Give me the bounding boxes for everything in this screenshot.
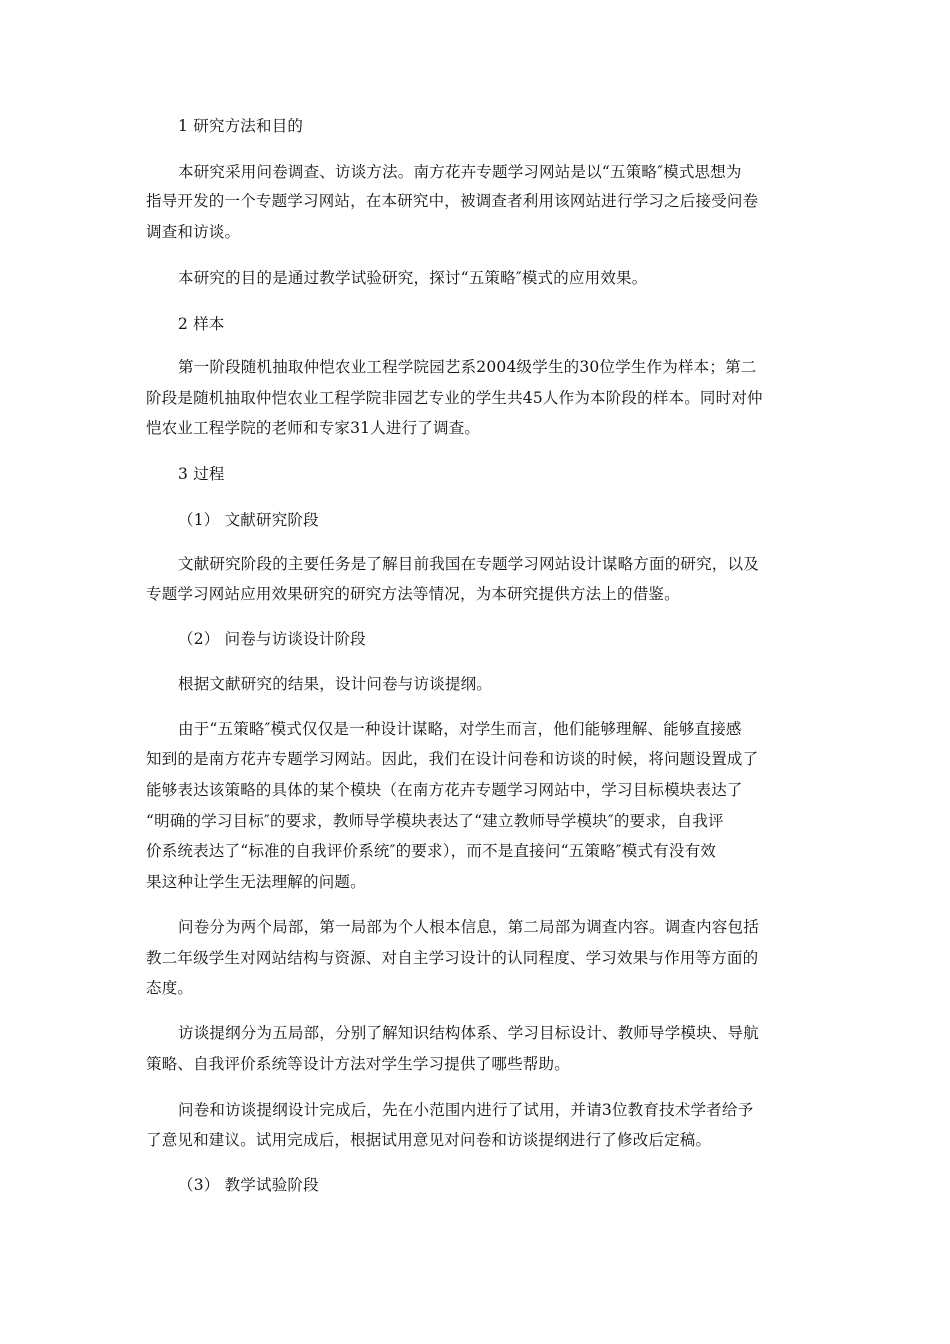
paragraph-line: 调查和访谈。 bbox=[146, 223, 241, 241]
paragraph-line: 由于“五策略″模式仅仅是一种设计谋略，对学生而言，他们能够理解、能够直接感 bbox=[178, 720, 742, 738]
subsection-heading-literature: （1） 文献研究阶段 bbox=[178, 511, 319, 529]
paragraph-line: 策略、自我评价系统等设计方法对学生学习提供了哪些帮助。 bbox=[146, 1055, 570, 1073]
paragraph-line: 阶段是随机抽取仲恺农业工程学院非园艺专业的学生共45人作为本阶段的样本。同时对仲 bbox=[146, 389, 763, 407]
paragraph-line: 专题学习网站应用效果研究的研究方法等情况，为本研究提供方法上的借鉴。 bbox=[146, 585, 680, 603]
paragraph-line: 知到的是南方花卉专题学习网站。因此，我们在设计问卷和访谈的时候，将问题设置成了 bbox=[146, 750, 759, 768]
paragraph-line: 态度。 bbox=[146, 979, 194, 997]
section-heading-process: 3 过程 bbox=[178, 465, 225, 483]
paragraph-line: 本研究的目的是通过教学试验研究，探讨“五策略″模式的应用效果。 bbox=[178, 269, 648, 287]
paragraph-line: 访谈提纲分为五局部，分别了解知识结构体系、学习目标设计、教师导学模块、导航 bbox=[178, 1024, 759, 1042]
section-heading-sample: 2 样本 bbox=[178, 315, 225, 333]
paragraph-line: 能够表达该策略的具体的某个模块（在南方花卉专题学习网站中，学习目标模块表达了 bbox=[146, 781, 743, 799]
paragraph-line: 本研究采用问卷调查、访谈方法。南方花卉专题学习网站是以“五策略″模式思想为 bbox=[178, 163, 742, 181]
paragraph-line: 根据文献研究的结果，设计问卷与访谈提纲。 bbox=[178, 675, 493, 693]
paragraph-line: 果这种让学生无法理解的问题。 bbox=[146, 873, 366, 891]
paragraph-line: 了意见和建议。试用完成后，根据试用意见对问卷和访谈提纲进行了修改后定稿。 bbox=[146, 1131, 712, 1149]
paragraph-line: 问卷和访谈提纲设计完成后，先在小范围内进行了试用，并请3位教育技术学者给予 bbox=[178, 1101, 754, 1119]
paragraph-line: 指导开发的一个专题学习网站，在本研究中，被调查者利用该网站进行学习之后接受问卷 bbox=[146, 192, 759, 210]
paragraph-line: 价系统表达了“标准的自我评价系统″的要求），而不是直接问“五策略″模式有没有效 bbox=[146, 842, 716, 860]
paragraph-line: 文献研究阶段的主要任务是了解目前我国在专题学习网站设计谋略方面的研究，以及 bbox=[178, 555, 759, 573]
paragraph-line: 问卷分为两个局部，第一局部为个人根本信息，第二局部为调查内容。调查内容包括 bbox=[178, 918, 759, 936]
paragraph-line: “明确的学习目标″的要求，教师导学模块表达了“建立教师导学模块″的要求，自我评 bbox=[146, 812, 724, 830]
subsection-heading-questionnaire: （2） 问卷与访谈设计阶段 bbox=[178, 630, 366, 648]
section-heading-methods: 1 研究方法和目的 bbox=[178, 117, 304, 135]
subsection-heading-teaching-experiment: （3） 教学试验阶段 bbox=[178, 1176, 319, 1194]
paragraph-line: 恺农业工程学院的老师和专家31人进行了调查。 bbox=[146, 419, 481, 437]
paragraph-line: 第一阶段随机抽取仲恺农业工程学院园艺系2004级学生的30位学生作为样本；第二 bbox=[178, 358, 757, 376]
paragraph-line: 教二年级学生对网站结构与资源、对自主学习设计的认同程度、学习效果与作用等方面的 bbox=[146, 949, 759, 967]
